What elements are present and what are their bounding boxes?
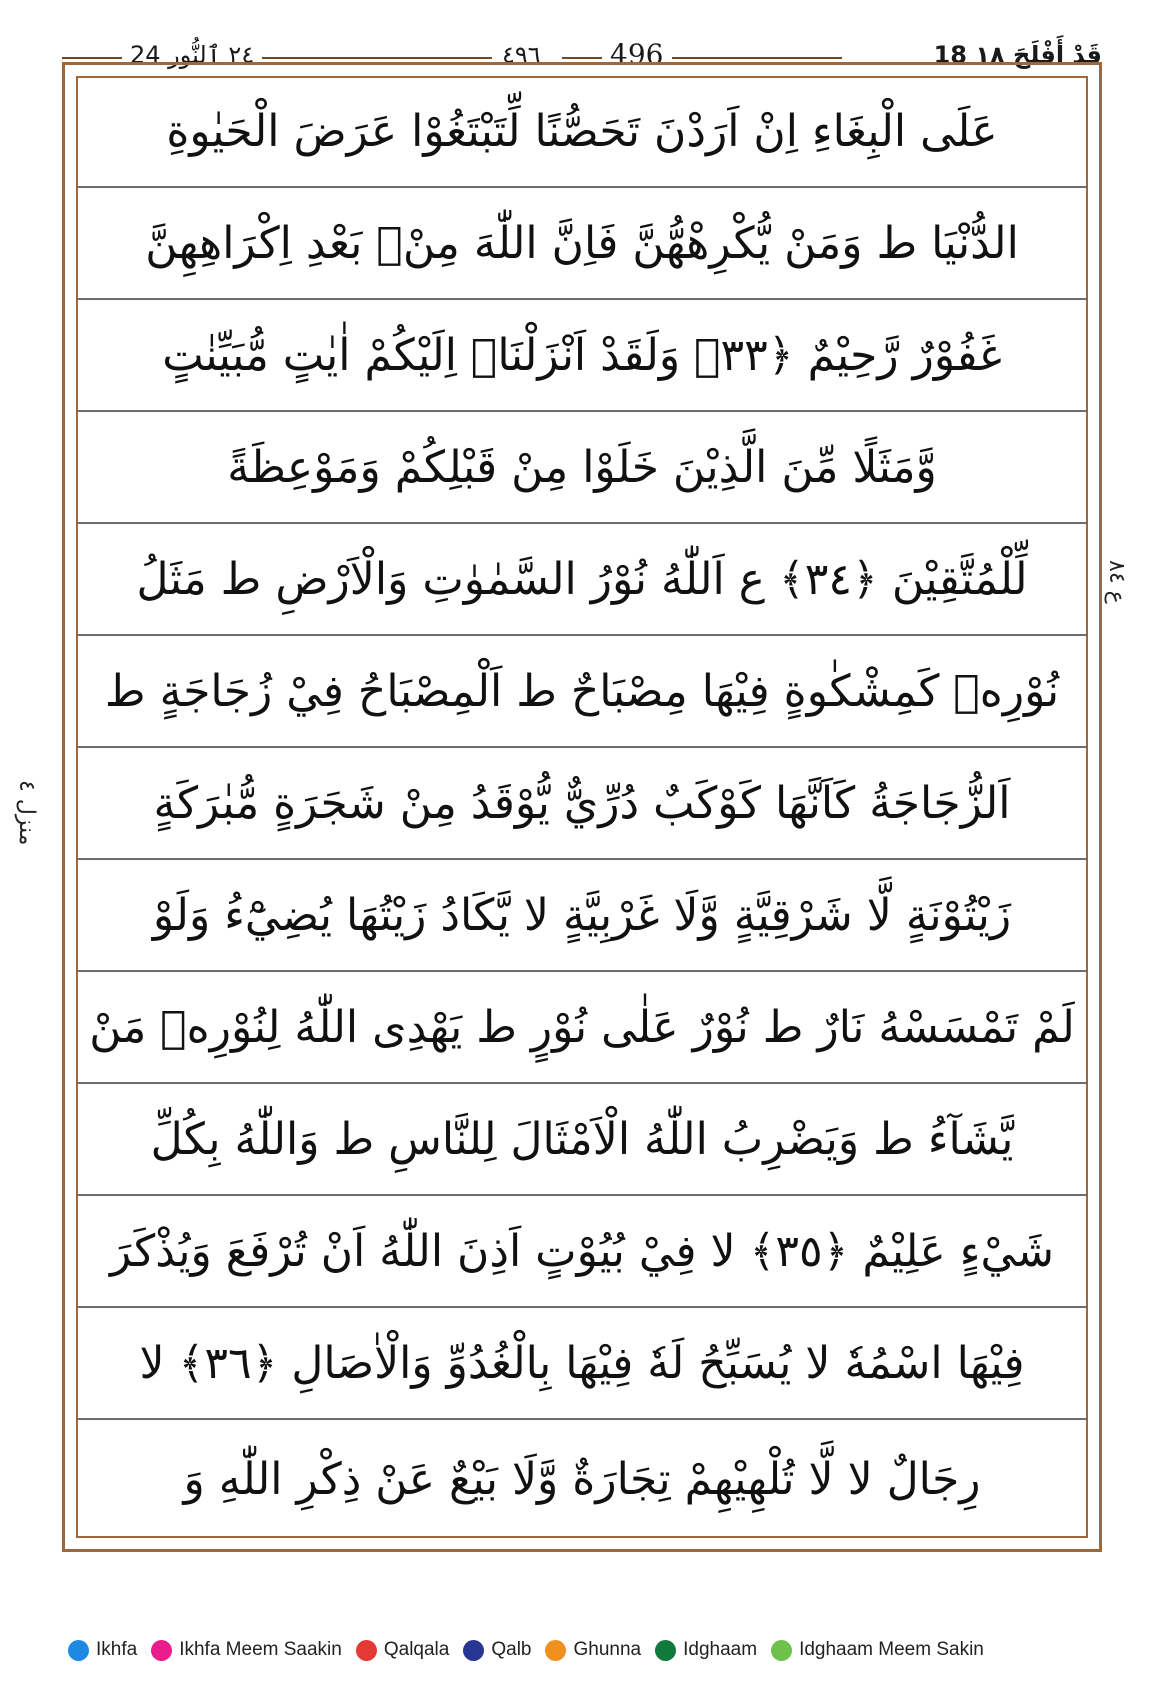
- color-dot-icon: [545, 1640, 566, 1661]
- legend-label: Qalb: [491, 1639, 532, 1660]
- color-dot-icon: [771, 1640, 792, 1661]
- text-line: غَفُوْرٌ رَّحِيْمٌ ﴿٣٣﴾ وَلَقَدْ اَنْزَلْنَاۤ اِلَيْكُمْ اٰيٰتٍ مُّبَيِّنٰتٍ: [76, 300, 1088, 412]
- color-dot-icon: [463, 1640, 484, 1661]
- text-line: لِّلْمُتَّقِيْنَ ﴿٣٤﴾ ع اَللّٰهُ نُوْرُ السَّمٰوٰتِ وَالْاَرْضِ ط مَثَلُ: [76, 524, 1088, 636]
- text-line: لَمْ تَمْسَسْهُ نَارٌ ط نُوْرٌ عَلٰى نُوْرٍ ط يَهْدِى اللّٰهُ لِنُوْرِهٖ مَنْ: [76, 972, 1088, 1084]
- juz-label: 18 قَدْ أَفْلَحَ ١٨: [933, 41, 1102, 69]
- legend-item-ikhfa: [68, 1639, 137, 1661]
- quran-text-block: [76, 76, 1088, 1538]
- legend-item-idghaam: [655, 1639, 757, 1661]
- text-line: يَّشَآءُ ط وَيَضْرِبُ اللّٰهُ الْاَمْثَالَ لِلنَّاسِ ط وَاللّٰهُ بِكُلِّ: [76, 1084, 1088, 1196]
- header-rule: [672, 57, 842, 59]
- legend-item-idghaam-meem-sakin: [771, 1639, 984, 1661]
- legend-label: Ghunna: [573, 1639, 642, 1660]
- text-line: رِجَالٌ لا لَّا تُلْهِيْهِمْ تِجَارَةٌ وَّلَا بَيْعٌ عَنْ ذِكْرِ اللّٰهِ وَ: [183, 1453, 981, 1505]
- page-number-arabic: ٤٩٦: [502, 41, 541, 69]
- text-line: نُوْرِهٖ كَمِشْكٰوةٍ فِيْهَا مِصْبَاحٌ ط اَلْمِصْبَاحُ فِيْ زُجَاجَةٍ ط: [76, 636, 1088, 748]
- color-dot-icon: [68, 1640, 89, 1661]
- legend-label: Idghaam Meem Sakin: [799, 1639, 984, 1660]
- legend-label: Idghaam: [683, 1639, 758, 1660]
- text-line: شَيْءٍ عَلِيْمٌ ﴿٣٥﴾ لا فِيْ بُيُوْتٍ اَذِنَ اللّٰهُ اَنْ تُرْفَعَ وَيُذْكَرَ: [76, 1196, 1088, 1308]
- legend-item-qalqala: [356, 1639, 450, 1661]
- text-line: عَلَى الْبِغَاءِ اِنْ اَرَدْنَ تَحَصُّنًا لِّتَبْتَغُوْا عَرَضَ الْحَيٰوةِ: [76, 76, 1088, 188]
- legend-label: Qalqala: [383, 1639, 450, 1660]
- color-dot-icon: [356, 1640, 377, 1661]
- page-number: 496: [610, 38, 664, 71]
- text-line: زَيْتُوْنَةٍ لَّا شَرْقِيَّةٍ وَّلَا غَرْبِيَّةٍ لا يَّكَادُ زَيْتُهَا يُضِيْٓءُ وَلَوْ: [76, 860, 1088, 972]
- color-dot-icon: [151, 1640, 172, 1661]
- header-rule: [62, 57, 122, 59]
- legend-item-qalb: [463, 1639, 531, 1661]
- text-line: اَلزُّجَاجَةُ كَاَنَّهَا كَوْكَبٌ دُرِّيٌّ يُّوْقَدُ مِنْ شَجَرَةٍ مُّبٰرَكَةٍ: [76, 748, 1088, 860]
- manzil-marker: منزل ٤: [14, 780, 39, 846]
- tajweed-legend: [68, 1634, 1108, 1666]
- ruku-marker: ع ٨٤: [1104, 560, 1129, 604]
- text-line: فِيْهَا اسْمُهٗ لا يُسَبِّحُ لَهٗ فِيْهَا بِالْغُدُوِّ وَالْاٰصَالِ ﴿٣٦﴾ لا: [76, 1308, 1088, 1420]
- text-line: الدُّنْيَا ط وَمَنْ يُّكْرِهْهُّنَّ فَاِنَّ اللّٰهَ مِنْۢ بَعْدِ اِكْرَاهِهِنَّ: [76, 188, 1088, 300]
- color-dot-icon: [655, 1640, 676, 1661]
- header-rule: [562, 57, 602, 59]
- legend-label: Ikhfa: [96, 1639, 138, 1660]
- header-rule: [262, 57, 492, 59]
- legend-label: Ikhfa Meem Saakin: [179, 1639, 342, 1660]
- surah-label: ٢٤ ٱلنُّور 24: [130, 41, 255, 69]
- text-line: وَّمَثَلًا مِّنَ الَّذِيْنَ خَلَوْا مِنْ قَبْلِكُمْ وَمَوْعِظَةً: [76, 412, 1088, 524]
- legend-item-ikhfa-meem-saakin: [151, 1639, 342, 1661]
- legend-item-ghunna: [545, 1639, 641, 1661]
